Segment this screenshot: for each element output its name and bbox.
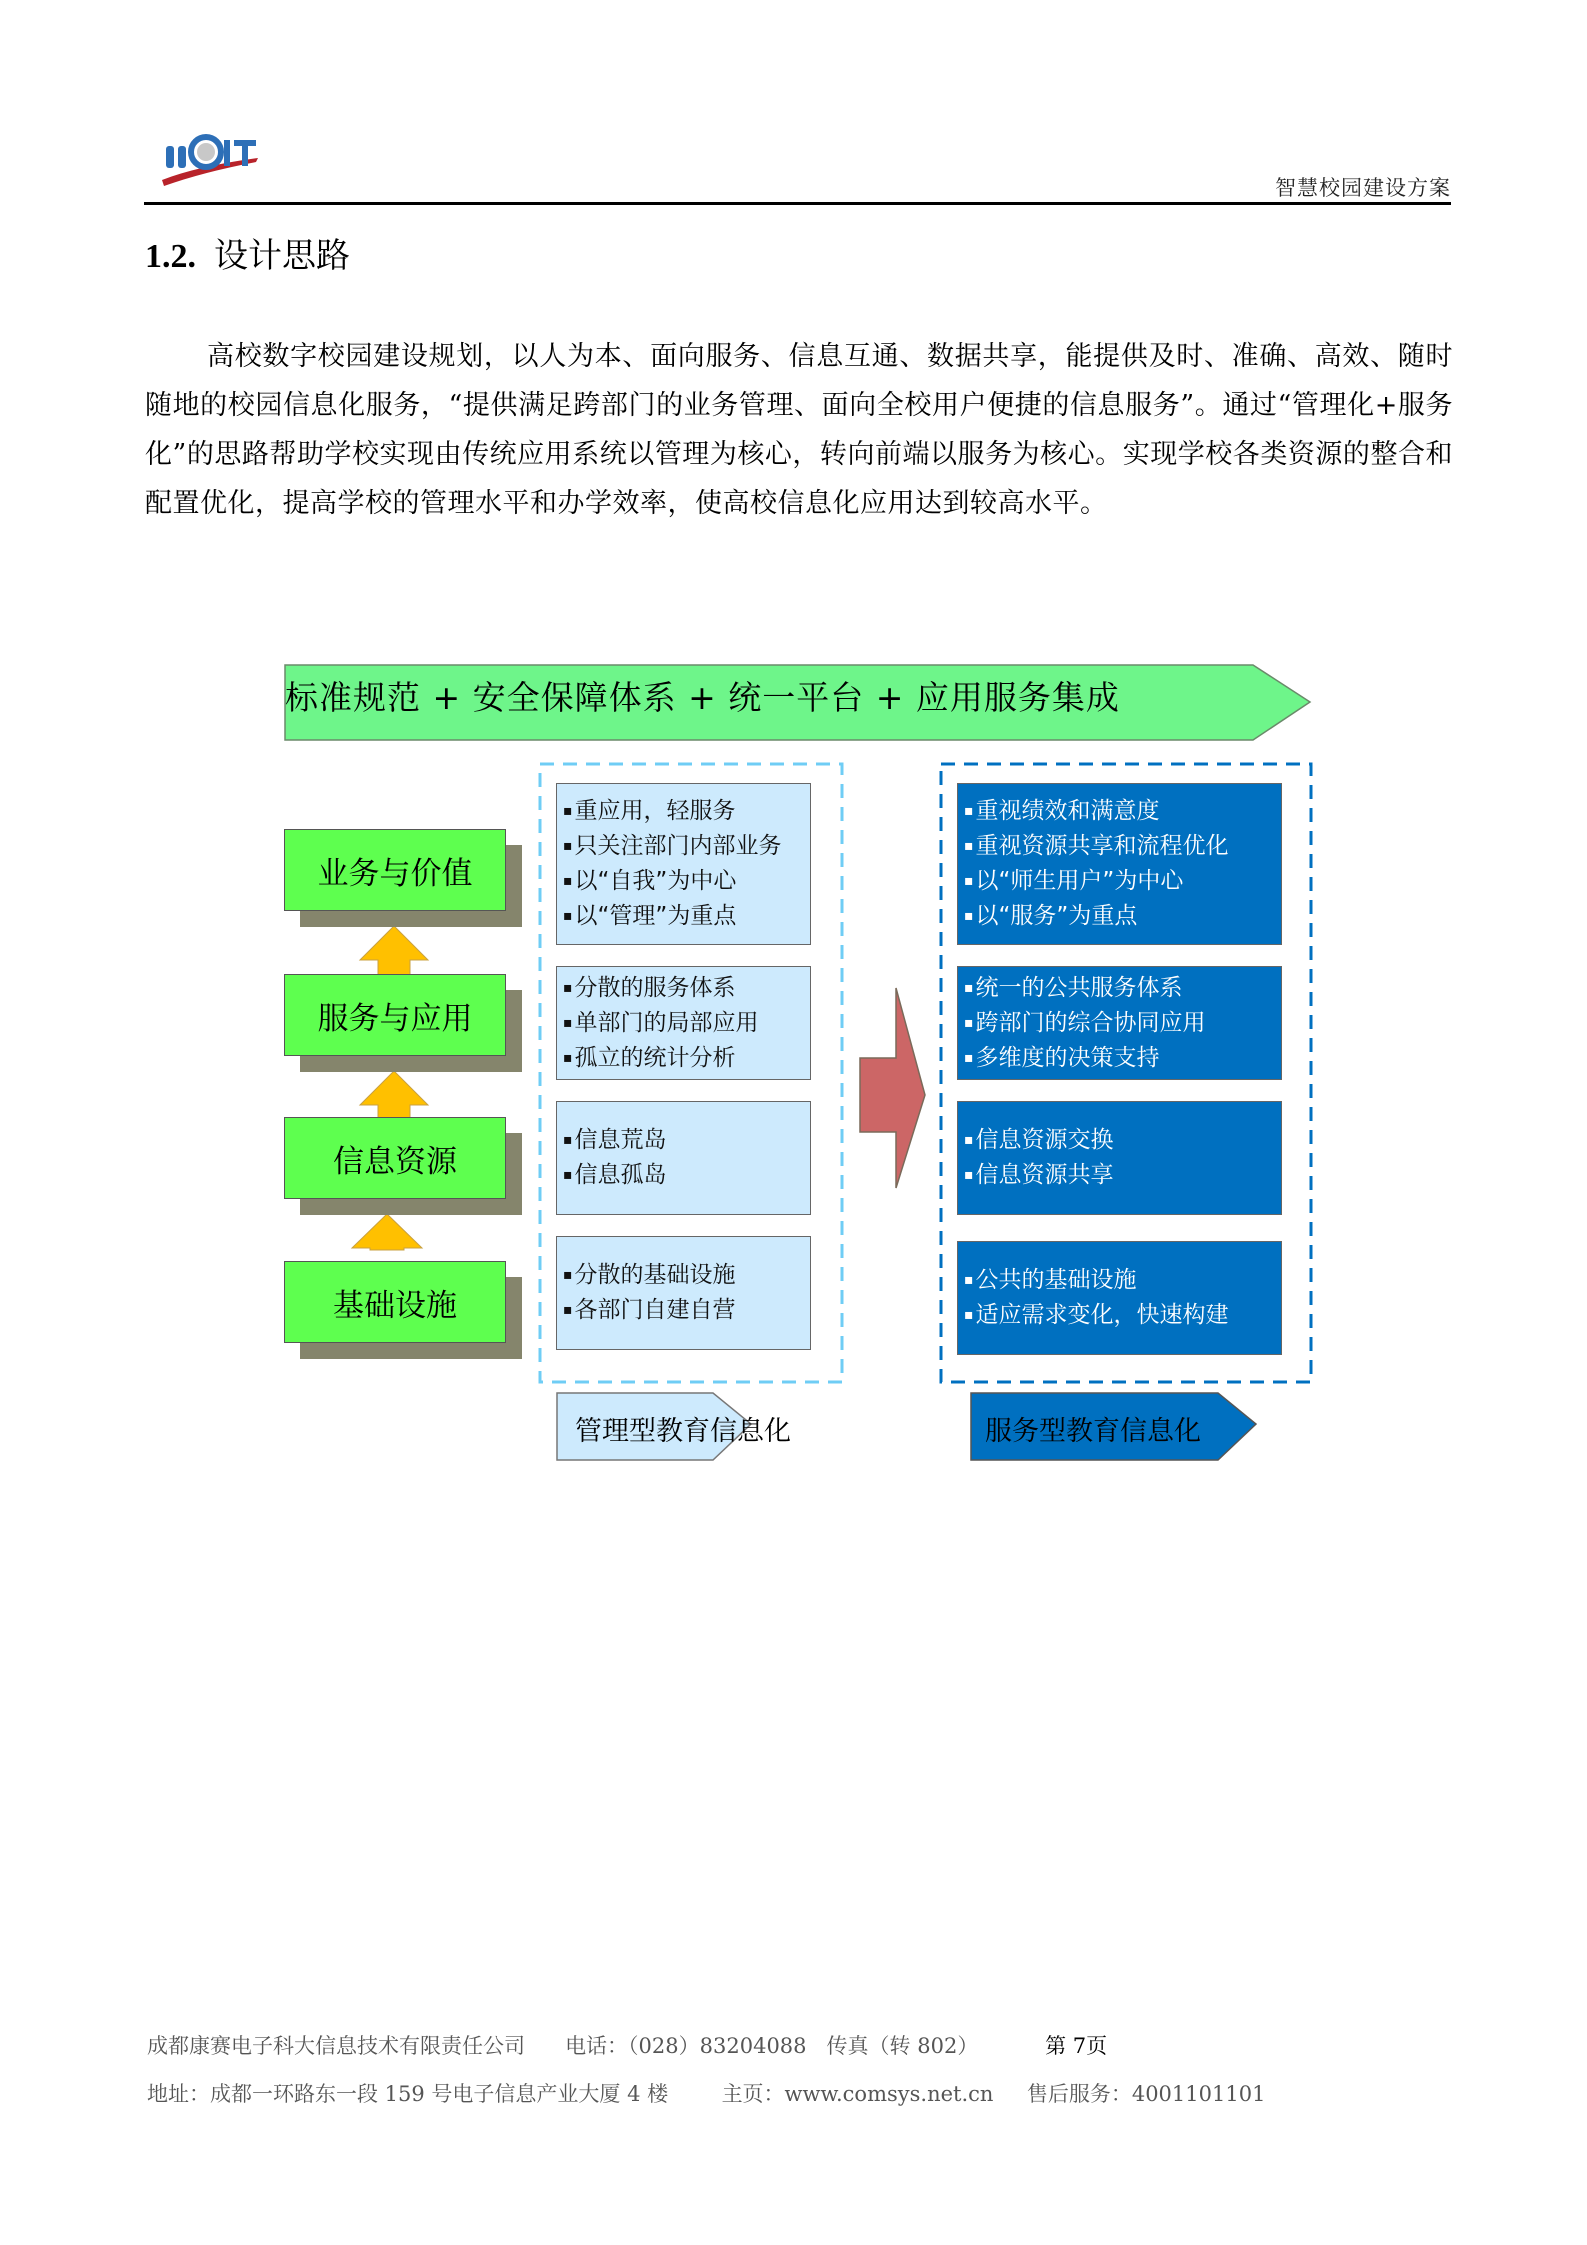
footer-line-2 — [147, 2078, 1265, 2108]
service-group-3 — [957, 1101, 1282, 1215]
list-item: ▪ 以“服务”为重点 — [964, 899, 1275, 934]
footer-address: 地址：成都一环路东一段 159 号电子信息产业大厦 4 楼 — [147, 2082, 669, 2106]
list-item: ▪ 适应需求变化，快速构建 — [964, 1298, 1275, 1333]
document-title: 智慧校园建设方案 — [1275, 176, 1451, 200]
list-item: ▪ 信息资源共享 — [964, 1158, 1275, 1193]
list-item: ▪ 以“管理”为重点 — [563, 899, 804, 934]
section-title: 设计思路 — [214, 236, 350, 276]
layer-information-resource: 信息资源 — [284, 1117, 506, 1199]
transition-arrow-shape — [860, 988, 925, 1188]
list-item: ▪ 多维度的决策支持 — [964, 1041, 1275, 1076]
page-number: 第 7页 — [1045, 2034, 1108, 2058]
service-group-2 — [957, 966, 1282, 1080]
list-item: ▪ 重视资源共享和流程优化 — [964, 829, 1275, 864]
list-item: ▪ 信息孤岛 — [563, 1158, 804, 1193]
list-item: ▪ 各部门自建自营 — [563, 1293, 804, 1328]
layer-infrastructure: 基础设施 — [284, 1261, 506, 1343]
banner-text: 标准规范 + 安全保障体系 + 统一平台 + 应用服务集成 — [285, 678, 1120, 717]
list-item: ▪ 重视绩效和满意度 — [964, 794, 1275, 829]
footer-homepage: 主页：www.comsys.net.cn — [721, 2082, 994, 2106]
footer-phone: 电话：（028）83204088 传真（转 802） — [565, 2034, 979, 2058]
section-number: 1.2. — [145, 238, 196, 275]
list-item: ▪ 只关注部门内部业务 — [563, 829, 804, 864]
list-item: ▪ 分散的基础设施 — [563, 1258, 804, 1293]
service-label: 服务型教育信息化 — [985, 1416, 1201, 1447]
list-item: ▪ 以“自我”为中心 — [563, 864, 804, 899]
list-item: ▪ 孤立的统计分析 — [563, 1041, 804, 1076]
management-group-4 — [556, 1236, 811, 1350]
management-label: 管理型教育信息化 — [575, 1416, 791, 1447]
list-item: ▪ 信息荒岛 — [563, 1123, 804, 1158]
list-item: ▪ 信息资源交换 — [964, 1123, 1275, 1158]
footer-line-1 — [147, 2030, 1107, 2060]
management-group-3 — [556, 1101, 811, 1215]
management-group-2 — [556, 966, 811, 1080]
service-group-4 — [957, 1241, 1282, 1355]
list-item: ▪ 单部门的局部应用 — [563, 1006, 804, 1041]
list-item: ▪ 重应用，轻服务 — [563, 794, 804, 829]
list-item: ▪ 公共的基础设施 — [964, 1263, 1275, 1298]
footer-company: 成都康赛电子科大信息技术有限责任公司 — [147, 2034, 525, 2058]
footer-after-sales: 售后服务：4001101101 — [1026, 2082, 1266, 2106]
layer-business-value: 业务与价值 — [284, 829, 506, 911]
list-item: ▪ 以“师生用户”为中心 — [964, 864, 1275, 899]
layer-service-application: 服务与应用 — [284, 974, 506, 1056]
body-paragraph: 高校数字校园建设规划，以人为本、面向服务、信息互通、数据共享，能提供及时、准确、高效、随时随地的校园信息化服务，“提供满足跨部门的业务管理、面向全校用户便捷的信息服务”。通过“管理化+服务化”的思路帮助学校实现由传统应用系统以管理为核心，转向前端以服务为核心。实现学校各类资源的整合和配置优化，提高学校的管理水平和办学效率，使高校信息化应用达到较高水平。 — [145, 341, 1453, 519]
service-group-1 — [957, 783, 1282, 945]
list-item: ▪ 统一的公共服务体系 — [964, 971, 1275, 1006]
list-item: ▪ 分散的服务体系 — [563, 971, 804, 1006]
management-group-1 — [556, 783, 811, 945]
list-item: ▪ 跨部门的综合协同应用 — [964, 1006, 1275, 1041]
